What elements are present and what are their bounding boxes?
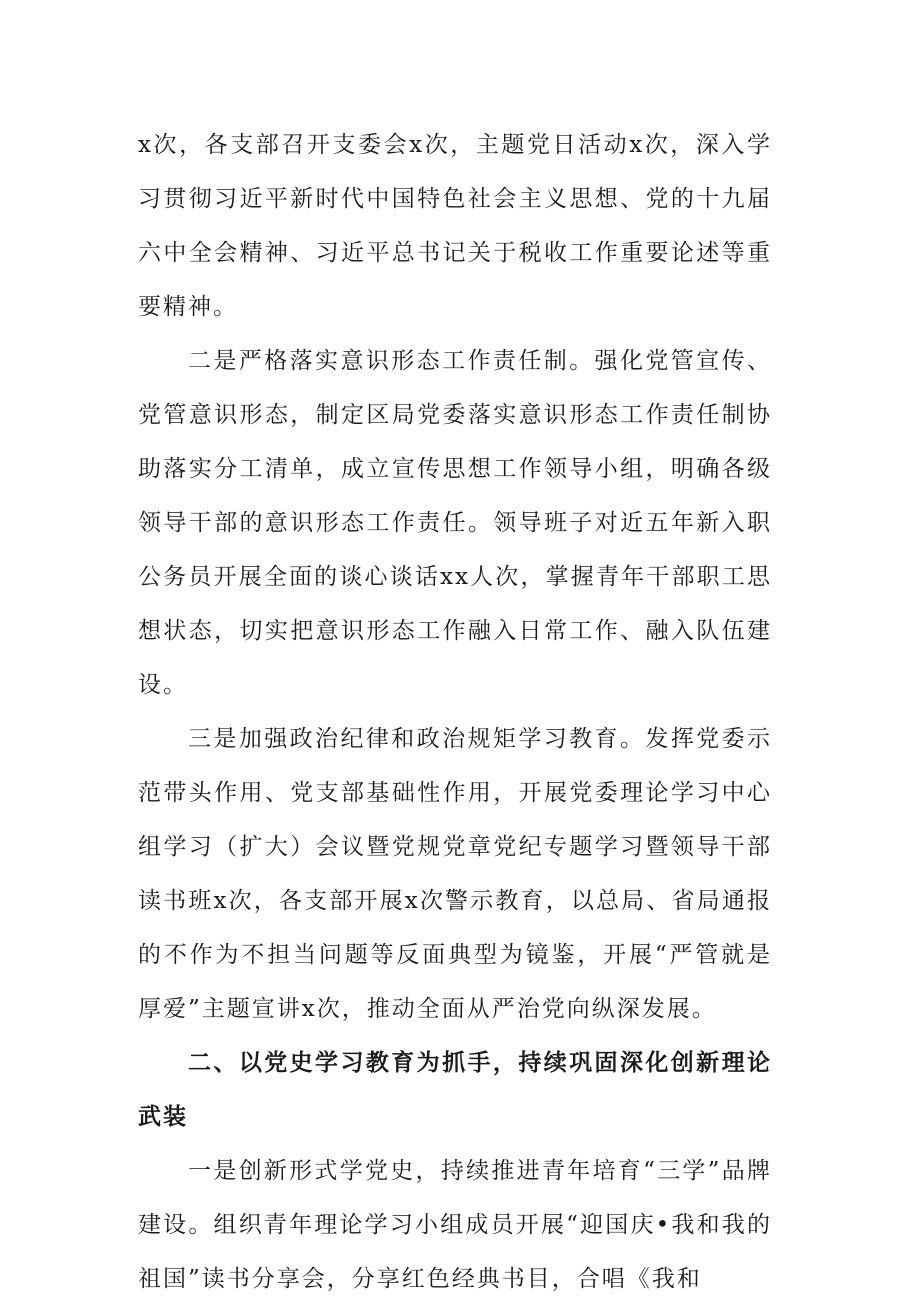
paragraph-party-history: 一是创新形式学党史，持续推进青年培育“三学”品牌建设。组织青年理论学习小组成员开展“迎国庆•我和我的祖国”读书分享会，分享红色经典书目，合唱《我和: [138, 1158, 772, 1292]
paragraph-ideology-responsibility: 二是严格落实意识形态工作责任制。强化党管宣传、党管意识形态，制定区局党委落实意识形态工作责任制协助落实分工清单，成立宣传思想工作领导小组，明确各级领导干部的意识形态工作责任。领导班子对近五年新入职公务员开展全面的谈心谈话xx人次，掌握青年干部职工思想状态，切实把意识形态工作融入日常工作、融入队伍建设。: [138, 348, 772, 698]
paragraph-continuation: x次，各支部召开支委会x次，主题党日活动x次，深入学习贯彻习近平新时代中国特色社会主义思想、党的十九届六中全会精神、习近平总书记关于税收工作重要论述等重要精神。: [138, 132, 772, 320]
paragraph-political-discipline: 三是加强政治纪律和政治规矩学习教育。发挥党委示范带头作用、党支部基础性作用，开展党委理论学习中心组学习（扩大）会议暨党规党章党纪专题学习暨领导干部读书班x次，各支部开展x次警示教育，以总局、省局通报的不作为不担当问题等反面典型为镜鉴，开展“严管就是厚爱”主题宣讲x次，推动全面从严治党向纵深发展。: [138, 726, 772, 1022]
document-body: [138, 118, 772, 1306]
section-heading: 二、以党史学习教育为抓手，持续巩固深化创新理论武装: [138, 1050, 772, 1130]
